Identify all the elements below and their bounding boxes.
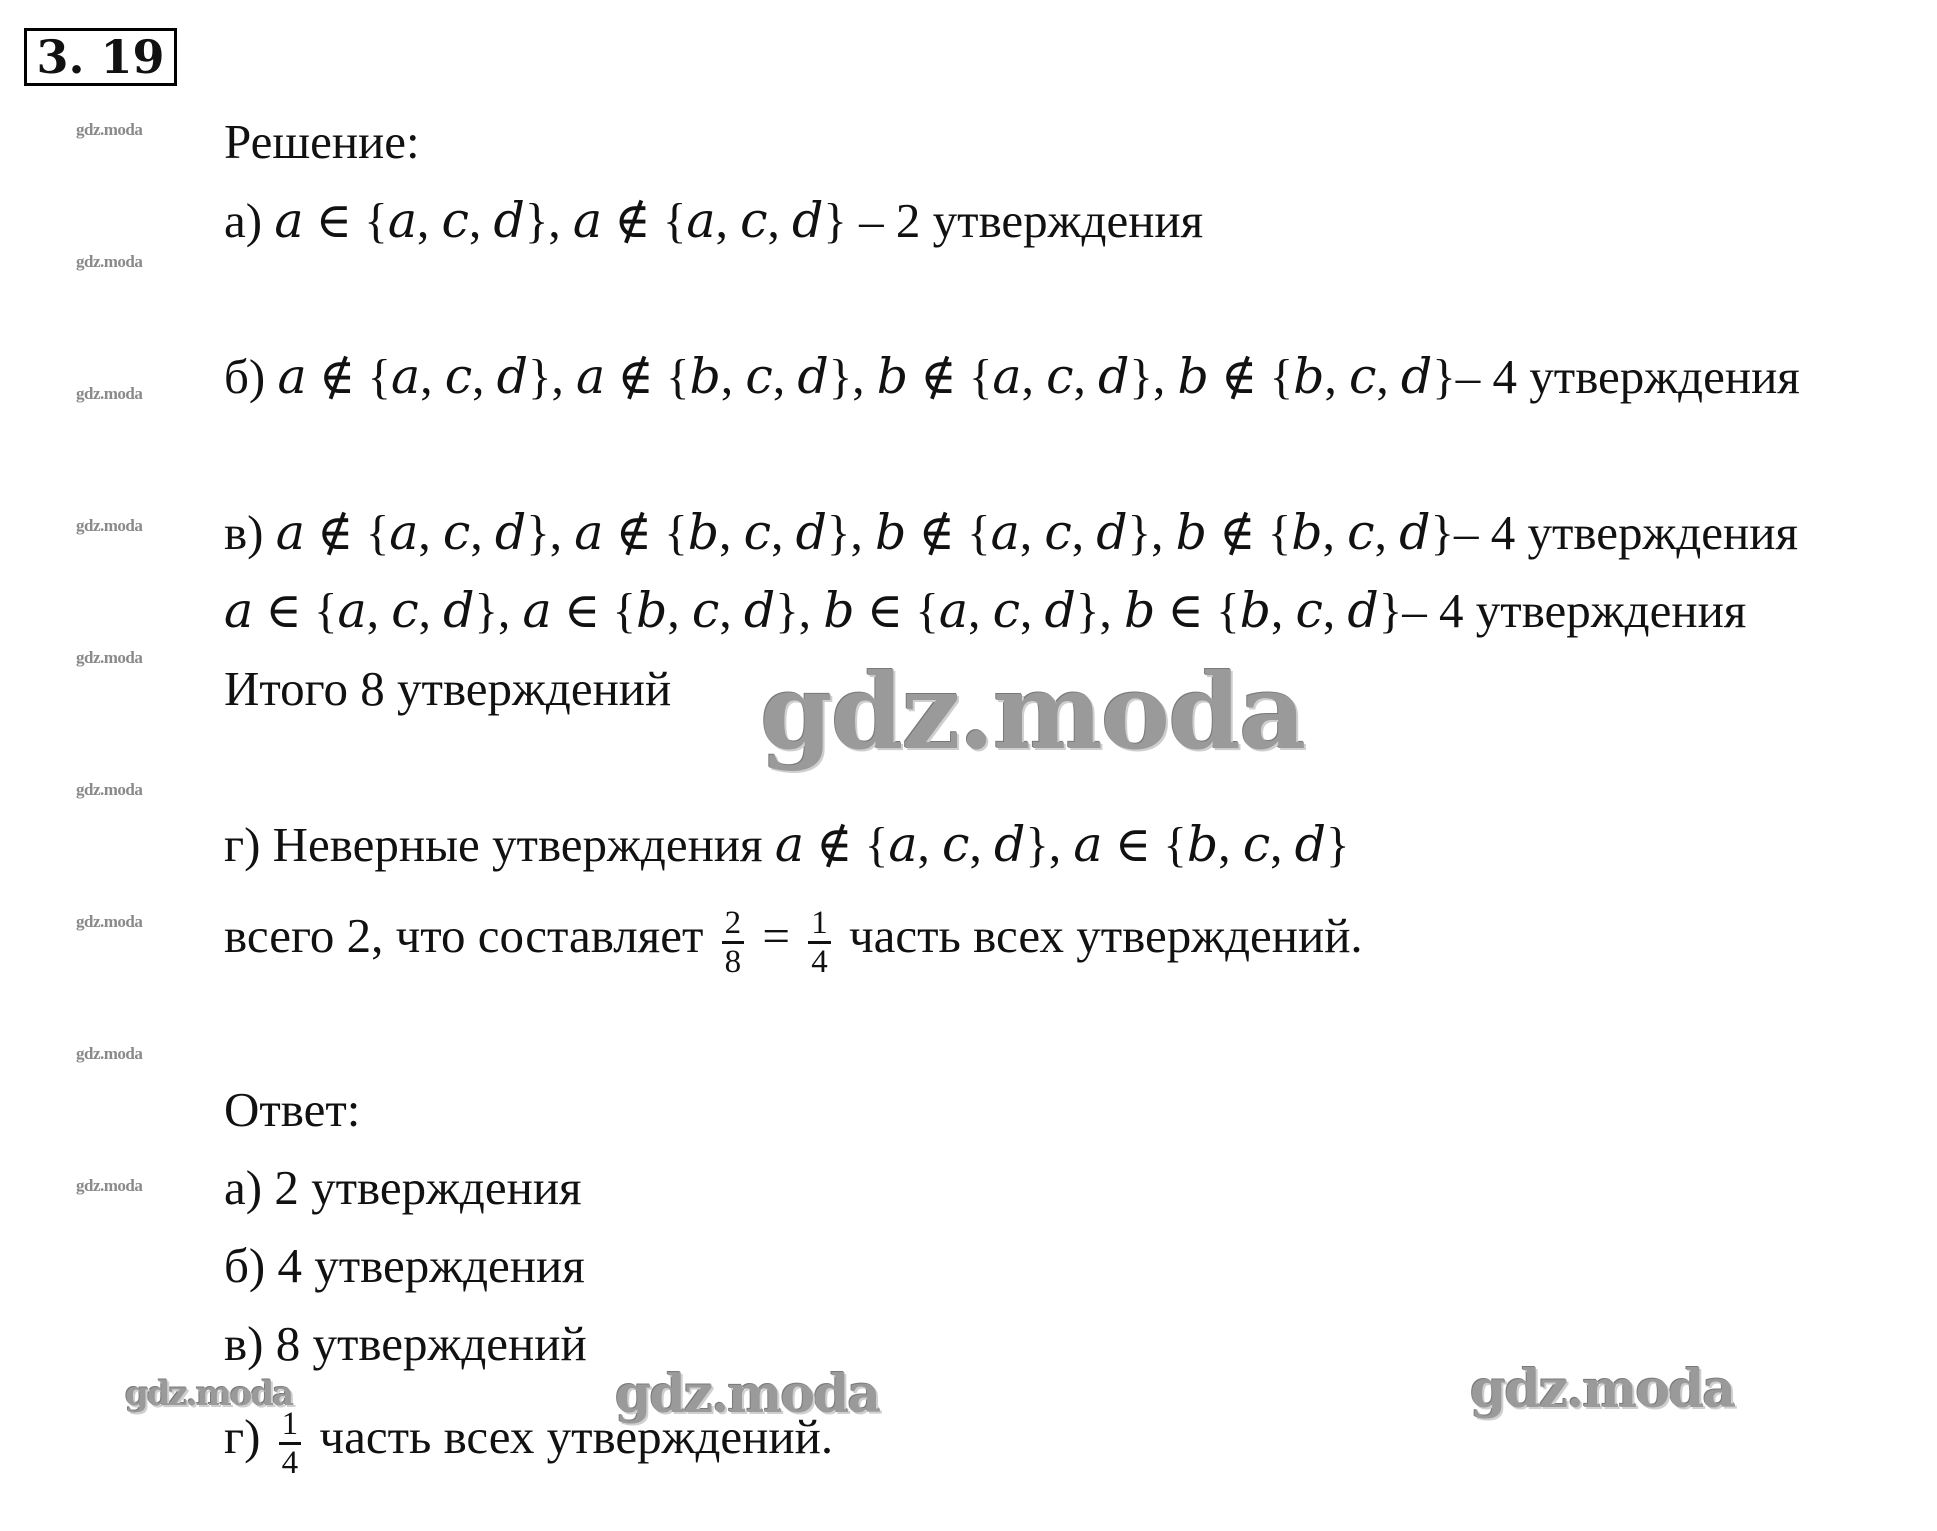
line-a: а) 𝑎 ∈ {𝑎, 𝑐, 𝑑}, 𝑎 ∉ {𝑎, 𝑐, 𝑑} – 2 утверждения [224,193,1204,248]
line-total: Итого 8 утверждений [224,661,672,716]
g2-prefix: всего 2, что составляет [224,907,704,963]
side-watermark: gdz.moda [76,648,143,667]
g2-suffix: часть всех утверждений. [849,907,1363,963]
line-g2 [224,903,1363,978]
side-watermark: gdz.moda [76,1176,143,1195]
solution-label: Решение: [224,114,420,169]
side-watermark: gdz.moda [76,1044,143,1063]
answer-b: б) 4 утверждения [224,1238,585,1293]
side-watermark: gdz.moda [76,780,143,799]
medium-watermark: gdz.moda [1470,1359,1735,1420]
fraction-1-4: $\frac{1}{4}$ [808,905,831,980]
answer-label: Ответ: [224,1082,361,1137]
big-watermark: gdz.moda [760,650,1305,773]
fraction-1-4-answer: $\frac{1}{4}$ [279,1406,302,1481]
answer-g-suffix: часть всех утверждений. [319,1408,834,1464]
side-watermark: gdz.moda [76,516,143,535]
equals-sign: = [762,907,790,963]
side-watermark: gdz.moda [76,120,143,139]
medium-watermark: gdz.moda [615,1364,880,1425]
answer-a: а) 2 утверждения [224,1160,582,1215]
line-v1: в) 𝑎 ∉ {𝑎, 𝑐, 𝑑}, 𝑎 ∉ {𝑏, 𝑐, 𝑑}, 𝑏 ∉ {𝑎, 𝑐, 𝑑}, 𝑏 ∉ {𝑏, 𝑐, 𝑑}– 4 утверждения [224,505,1799,560]
answer-v: в) 8 утверждений [224,1316,587,1371]
problem-number: 3. 19 [24,28,177,86]
side-watermark: gdz.moda [76,384,143,403]
fraction-2-8: $\frac{2}{8}$ [722,905,745,980]
line-g1: г) Неверные утверждения 𝑎 ∉ {𝑎, 𝑐, 𝑑}, 𝑎 ∈ {𝑏, 𝑐, 𝑑} [224,817,1350,872]
line-b: б) 𝑎 ∉ {𝑎, 𝑐, 𝑑}, 𝑎 ∉ {𝑏, 𝑐, 𝑑}, 𝑏 ∉ {𝑎, 𝑐, 𝑑}, 𝑏 ∉ {𝑏, 𝑐, 𝑑}– 4 утверждения [224,349,1800,404]
answer-g-prefix: г) [224,1408,261,1464]
side-watermark: gdz.moda [76,912,143,931]
line-v2: 𝑎 ∈ {𝑎, 𝑐, 𝑑}, 𝑎 ∈ {𝑏, 𝑐, 𝑑}, 𝑏 ∈ {𝑎, 𝑐, 𝑑}, 𝑏 ∈ {𝑏, 𝑐, 𝑑}– 4 утверждения [224,583,1747,638]
side-watermark: gdz.moda [76,252,143,271]
small-watermark: gdz.moda [125,1374,293,1414]
